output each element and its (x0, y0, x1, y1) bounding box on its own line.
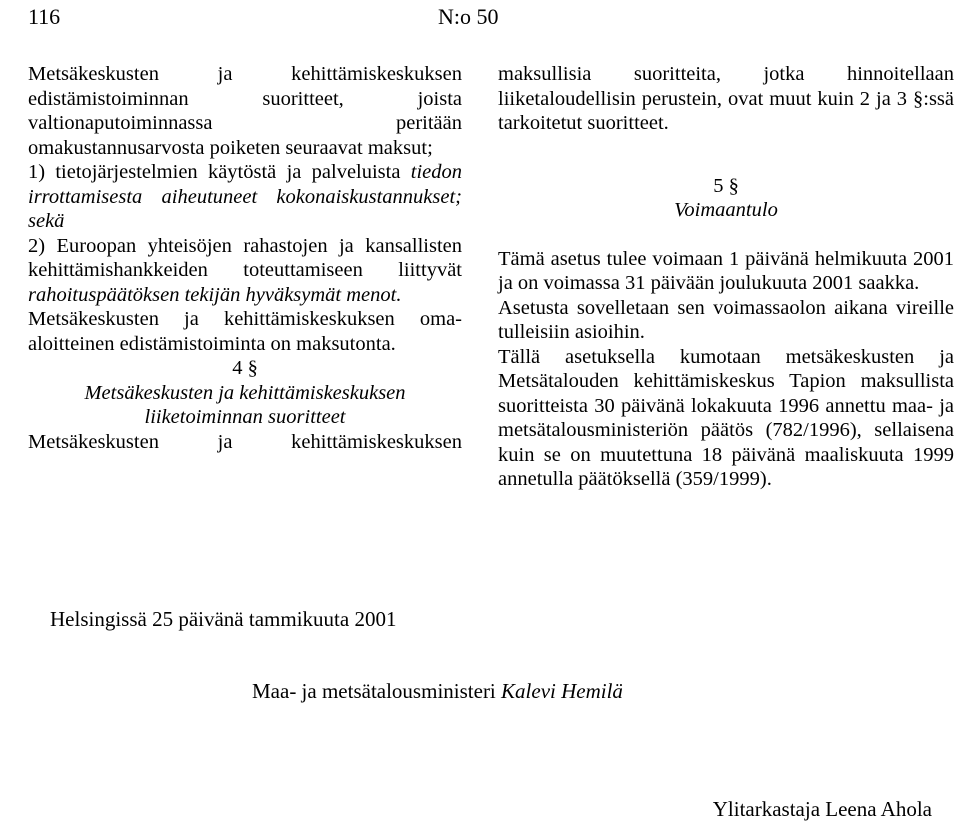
minister-title: Maa- ja metsätalousministeri (252, 679, 502, 703)
section-title: Voimaantulo (674, 199, 778, 221)
list-item-text: 2) Euroopan yhteisöjen rahastojen ja kansallisten kehittämishankkeiden toteuttamiseen liittyvät (28, 234, 462, 281)
right-column (498, 62, 954, 492)
left-column (28, 62, 462, 454)
section-number: 4 § (232, 357, 258, 379)
minister-name: Kalevi Hemilä (501, 679, 623, 703)
section-number: 5 § (713, 174, 739, 197)
section-title: liiketoiminnan suoritteet (144, 406, 346, 428)
minister-signature (252, 678, 623, 704)
official-signature: Ylitarkastaja Leena Ahola (712, 797, 932, 821)
list-item (28, 160, 462, 234)
paragraph: Tällä asetuksella kumotaan metsäkeskusten ja Metsätalouden kehittämiskeskus Tapion maksullista suoritteista 30 päivänä lokakuuta 1996 annettu maa- ja metsätalousministeriön päätös (782/1996), sellaisena kuin se on muutettuna 18 päivänä maaliskuuta 1999 annetulla päätöksellä (359/1999). (498, 345, 954, 490)
list-item-italic-text: rahoituspäätöksen tekijän hyväksymät menot. (28, 283, 402, 306)
section-title: Metsäkeskusten ja kehittämiskeskuksen (84, 381, 406, 404)
list-item-text: 1) tietojärjestelmien käytöstä ja palveluista (28, 161, 411, 183)
paragraph: Asetusta sovelletaan sen voimassaolon aikana vireille tulleisiin asioihin. (498, 296, 954, 343)
document-number: N:o 50 (438, 4, 499, 29)
page-number: 116 (28, 4, 61, 29)
paragraph: Metsäkeskusten ja kehittämiskeskuksen edistämistoiminnan suoritteet, joista valtionaputoiminnassa peritään omakustannusarvosta poiketen seuraavat maksut; (28, 63, 462, 159)
signing-place-date: Helsingissä 25 päivänä tammikuuta 2001 (50, 607, 397, 631)
list-item (28, 234, 462, 308)
paragraph: maksullisia suoritteita, jotka hinnoitellaan liiketaloudellisin perustein, ovat muut kuin 2 ja 3 §:ssä tarkoitetut suoritteet. (498, 63, 954, 134)
list-item-italic-text: tiedon irrottamisesta aiheutuneet kokonaiskustannukset; sekä (28, 161, 462, 232)
paragraph: Tämä asetus tulee voimaan 1 päivänä helmikuuta 2001 ja on voimassa 31 päivään joulukuuta 2001 saakka. (498, 247, 954, 294)
paragraph: Metsäkeskusten ja kehittämiskeskuksen oma-aloitteinen edistämistoiminta on maksutonta. (28, 308, 462, 355)
paragraph: Metsäkeskusten ja kehittämiskeskuksen (28, 430, 462, 453)
